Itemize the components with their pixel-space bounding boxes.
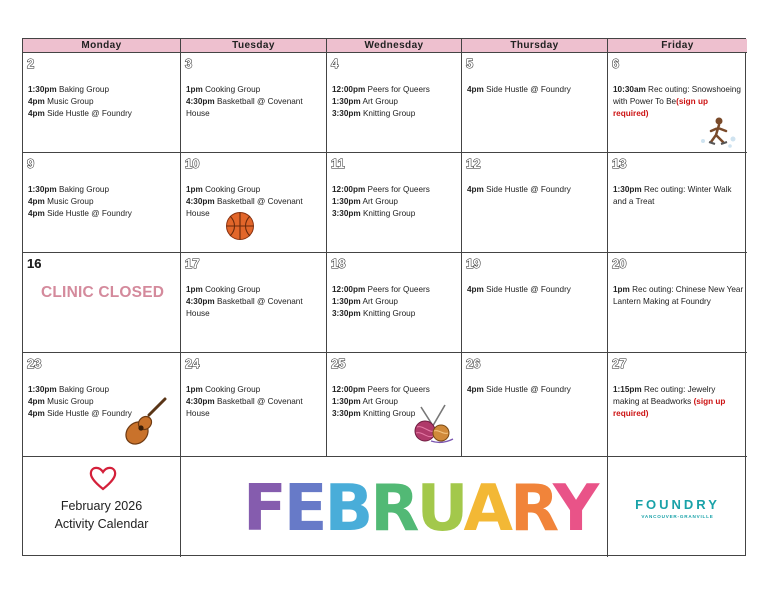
event-time: 12:00pm: [332, 185, 366, 194]
event-item: [467, 184, 604, 196]
month-banner: [243, 472, 597, 546]
event-list: [332, 84, 458, 120]
event-title: Side Hustle @ Foundry: [44, 409, 132, 418]
event-item: [186, 184, 323, 196]
day-cell-tuesday: [181, 153, 327, 253]
event-title: Knitting Group: [360, 209, 416, 218]
day-number: 13: [612, 156, 627, 171]
event-time: 4pm: [28, 97, 45, 106]
event-item: [332, 184, 458, 196]
event-item: [28, 84, 177, 96]
event-time: 4pm: [28, 397, 45, 406]
guitar-icon: [117, 397, 169, 449]
event-list: [613, 284, 744, 308]
event-time: 1:30pm: [613, 185, 642, 194]
event-item: [332, 96, 458, 108]
event-time: 1pm: [186, 85, 203, 94]
event-item: [613, 184, 744, 208]
event-time: 1:30pm: [332, 97, 361, 106]
event-time: 10:30am: [613, 85, 646, 94]
event-time: 3:30pm: [332, 209, 361, 218]
event-title: Baking Group: [56, 385, 110, 394]
event-title: Music Group: [44, 97, 94, 106]
day-number: 24: [185, 356, 200, 371]
calendar-title-cell: [23, 457, 181, 557]
event-title: Side Hustle @ Foundry: [44, 109, 132, 118]
event-item: [28, 196, 177, 208]
event-title: Side Hustle @ Foundry: [483, 185, 571, 194]
event-item: [332, 108, 458, 120]
event-list: [467, 284, 604, 296]
day-cell-monday: [23, 353, 181, 457]
event-title: Peers for Queers: [365, 85, 430, 94]
event-time: 4pm: [467, 285, 484, 294]
day-cell-thursday: [462, 153, 608, 253]
event-item: [28, 96, 177, 108]
event-title: Baking Group: [56, 85, 110, 94]
weekday-header-friday: Friday: [608, 39, 747, 53]
event-item: [332, 296, 458, 308]
event-title: Side Hustle @ Foundry: [483, 285, 571, 294]
event-item: [186, 384, 323, 396]
month-banner-letter: U: [416, 472, 464, 546]
day-number: 10: [185, 156, 200, 171]
day-number: 6: [612, 56, 620, 71]
calendar-title-line2: Activity Calendar: [54, 517, 149, 531]
event-time: 4pm: [28, 209, 45, 218]
event-time: 4:30pm: [186, 97, 215, 106]
event-title: Basketball @ Covenant House: [186, 297, 303, 318]
event-time: 1pm: [186, 385, 203, 394]
event-title: Rec outing: Snowshoeing with Power To Be: [613, 85, 741, 106]
snowshoer-icon: [699, 115, 737, 151]
event-item: [613, 284, 744, 308]
event-title: Side Hustle @ Foundry: [483, 385, 571, 394]
day-cell-wednesday: [327, 253, 462, 353]
basketball-icon: [225, 211, 255, 241]
event-item: [28, 108, 177, 120]
day-cell-tuesday: [181, 53, 327, 153]
event-item: [186, 296, 323, 320]
event-item: [613, 384, 744, 420]
event-time: 4:30pm: [186, 297, 215, 306]
event-item: [332, 284, 458, 296]
event-list: [613, 384, 744, 420]
event-list: [332, 184, 458, 220]
event-item: [467, 284, 604, 296]
event-title: Rec outing: Chinese New Year Lantern Making at Foundry: [613, 285, 744, 306]
event-list: [28, 184, 177, 220]
day-number: 2: [27, 56, 35, 71]
event-item: [332, 196, 458, 208]
day-number: 23: [27, 356, 42, 371]
day-number: 9: [27, 156, 35, 171]
event-time: 12:00pm: [332, 85, 366, 94]
day-cell-thursday: [462, 253, 608, 353]
event-title: Basketball @ Covenant House: [186, 397, 303, 418]
event-time: 4pm: [467, 85, 484, 94]
event-title: Side Hustle @ Foundry: [44, 209, 132, 218]
event-title: Cooking Group: [202, 85, 261, 94]
event-item: [332, 384, 458, 396]
event-list: [28, 84, 177, 120]
day-cell-tuesday: [181, 353, 327, 457]
day-number: 27: [612, 356, 627, 371]
day-cell-monday: [23, 253, 181, 353]
month-banner-letter: E: [283, 472, 325, 546]
event-list: [467, 84, 604, 96]
day-number: 11: [331, 156, 345, 171]
event-title: Art Group: [360, 297, 398, 306]
event-item: [28, 384, 177, 396]
day-cell-wednesday: [327, 353, 462, 457]
day-number: 18: [331, 256, 346, 271]
event-title: Music Group: [44, 397, 94, 406]
event-item: [186, 284, 323, 296]
day-cell-friday: [608, 153, 747, 253]
event-item: [28, 208, 177, 220]
calendar-title: [23, 497, 180, 533]
event-time: 4pm: [467, 185, 484, 194]
day-number: 4: [331, 56, 339, 71]
day-cell-thursday: [462, 353, 608, 457]
day-cell-thursday: [462, 53, 608, 153]
event-list: [613, 184, 744, 208]
foundry-logo: [608, 497, 747, 519]
weekday-header-tuesday: Tuesday: [181, 39, 327, 53]
day-number: 25: [331, 356, 346, 371]
calendar-title-line1: February 2026: [60, 499, 143, 513]
event-title: Basketball @ Covenant House: [186, 97, 303, 118]
day-cell-friday: [608, 53, 747, 153]
day-number: 26: [466, 356, 481, 371]
foundry-logo-cell: [608, 457, 747, 557]
event-item: [332, 208, 458, 220]
event-time: 1pm: [186, 285, 203, 294]
yarn-icon: [409, 403, 457, 445]
day-cell-monday: [23, 53, 181, 153]
event-time: 1:30pm: [28, 85, 57, 94]
event-time: 12:00pm: [332, 385, 366, 394]
event-title: Cooking Group: [202, 185, 261, 194]
event-title: Knitting Group: [360, 109, 416, 118]
heart-icon: [89, 465, 117, 491]
month-banner-letter: R: [510, 472, 553, 546]
event-item: [467, 384, 604, 396]
event-title: Rec outing: Winter Walk and a Treat: [613, 185, 732, 206]
day-cell-monday: [23, 153, 181, 253]
event-time: 4pm: [28, 409, 45, 418]
day-number: 16: [27, 256, 42, 271]
event-item: [186, 396, 323, 420]
day-cell-friday: [608, 353, 747, 457]
weekday-header-monday: Monday: [23, 39, 181, 53]
event-title: Cooking Group: [202, 385, 261, 394]
event-time: 4:30pm: [186, 197, 215, 206]
event-list: [332, 284, 458, 320]
event-time: 1pm: [613, 285, 630, 294]
day-number: 12: [466, 156, 481, 171]
event-time: 4pm: [28, 109, 45, 118]
event-title: Art Group: [360, 197, 398, 206]
event-time: 1:15pm: [613, 385, 642, 394]
month-banner-letter: A: [463, 472, 511, 546]
event-time: 1:30pm: [28, 185, 57, 194]
event-list: [467, 384, 604, 396]
clinic-closed-label: CLINIC CLOSED: [41, 284, 165, 301]
event-title: Art Group: [360, 397, 398, 406]
event-title: Knitting Group: [360, 309, 416, 318]
event-time: 1:30pm: [332, 397, 361, 406]
day-number: 17: [185, 256, 200, 271]
day-cell-wednesday: [327, 153, 462, 253]
day-cell-wednesday: [327, 53, 462, 153]
event-title: Peers for Queers: [365, 185, 430, 194]
day-number: 19: [466, 256, 481, 271]
weekday-header-thursday: Thursday: [462, 39, 608, 53]
event-title: Baking Group: [56, 185, 110, 194]
event-title: Peers for Queers: [365, 285, 430, 294]
month-banner-letter: F: [243, 472, 284, 546]
event-time: 1:30pm: [332, 197, 361, 206]
foundry-logo-subtitle: VANCOUVER-GRANVILLE: [641, 514, 714, 519]
event-title: Cooking Group: [202, 285, 261, 294]
event-title: Music Group: [44, 197, 94, 206]
event-item: [186, 96, 323, 120]
event-list: [467, 184, 604, 196]
calendar-grid: [22, 38, 746, 556]
event-item: [28, 184, 177, 196]
event-title: Rec outing: Jewelry making at Beadworks: [613, 385, 716, 406]
event-time: 4:30pm: [186, 397, 215, 406]
day-number: 5: [466, 56, 474, 71]
month-banner-letter: R: [370, 472, 417, 546]
event-item: [186, 84, 323, 96]
weekday-header-wednesday: Wednesday: [327, 39, 462, 53]
event-title: Basketball @ Covenant House: [186, 197, 303, 218]
event-title: Side Hustle @ Foundry: [483, 85, 571, 94]
event-time: 1pm: [186, 185, 203, 194]
event-list: [186, 84, 323, 120]
event-time: 3:30pm: [332, 109, 361, 118]
event-time: 12:00pm: [332, 285, 366, 294]
event-item: [467, 84, 604, 96]
day-number: 20: [612, 256, 627, 271]
event-title: Art Group: [360, 97, 398, 106]
month-banner-cell: [181, 457, 608, 557]
event-item: [332, 84, 458, 96]
event-list: [186, 384, 323, 420]
event-time: 3:30pm: [332, 409, 361, 418]
event-title: Peers for Queers: [365, 385, 430, 394]
sign-up-required-note: (sign up required): [613, 97, 708, 118]
event-time: 1:30pm: [332, 297, 361, 306]
event-list: [186, 284, 323, 320]
day-cell-tuesday: [181, 253, 327, 353]
event-time: 4pm: [467, 385, 484, 394]
month-banner-letter: Y: [552, 472, 597, 546]
foundry-logo-name: FOUNDRY: [635, 497, 720, 512]
month-banner-letter: B: [324, 472, 371, 546]
event-title: Knitting Group: [360, 409, 416, 418]
event-item: [332, 308, 458, 320]
event-time: 4pm: [28, 197, 45, 206]
day-cell-friday: [608, 253, 747, 353]
sign-up-required-note: (sign up required): [613, 397, 726, 418]
event-time: 1:30pm: [28, 385, 57, 394]
day-number: 3: [185, 56, 193, 71]
event-time: 3:30pm: [332, 309, 361, 318]
